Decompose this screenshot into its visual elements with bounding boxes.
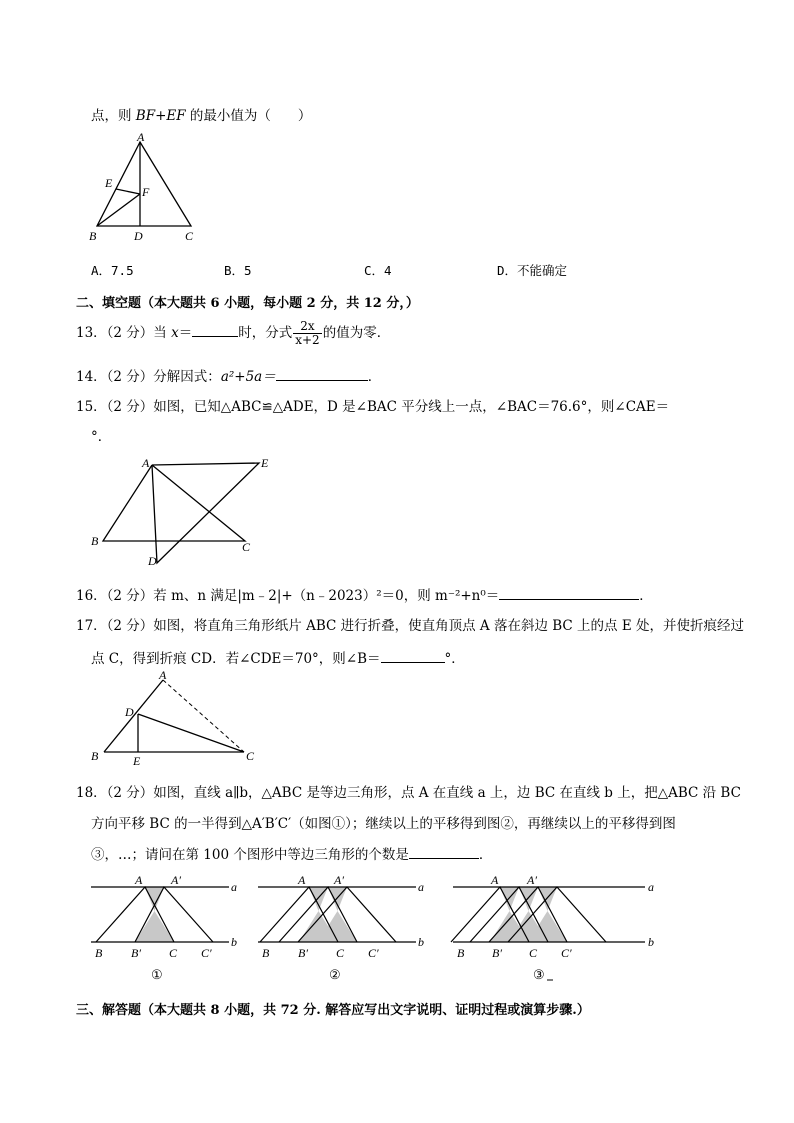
section-2-title: 二、填空题（本大题共 6 小题，每小题 2 分，共 12 分，） bbox=[76, 296, 419, 311]
q17-label-d: D bbox=[125, 705, 134, 719]
q12-option-a: A．7.5 bbox=[91, 263, 134, 278]
q15-figure bbox=[85, 455, 285, 570]
q18-figure-3 bbox=[447, 870, 667, 985]
q12-option-c: C．4 bbox=[364, 263, 392, 278]
svg-text:B′: B′ bbox=[298, 946, 308, 960]
svg-text:②: ② bbox=[329, 967, 341, 982]
q14-blank bbox=[276, 368, 368, 381]
svg-text:B: B bbox=[95, 946, 103, 960]
q12-stem: 点，则 BF+EF 的最小值为（ ） bbox=[91, 108, 312, 124]
q18-figure-2 bbox=[252, 870, 437, 985]
q15-label-d: D bbox=[148, 554, 157, 568]
svg-text:b: b bbox=[418, 935, 424, 949]
svg-text:B′: B′ bbox=[492, 946, 502, 960]
q12-option-b: B．5 bbox=[224, 263, 252, 278]
q18-line1: 18．（2 分）如图，直线 a∥b，△ABC 是等边三角形，点 A 在直线 a 上，边 BC 在直线 b 上，把△ABC 沿 BC bbox=[76, 785, 741, 801]
svg-text:A′: A′ bbox=[527, 873, 537, 887]
q17-line1: 17．（2 分）如图，将直角三角形纸片 ABC 进行折叠，使直角顶点 A 落在斜边 BC 上的点 E 处，并使折痕经过 bbox=[76, 618, 744, 634]
q12-label-a: A bbox=[137, 130, 145, 144]
svg-text:A: A bbox=[135, 873, 143, 887]
q15-line1: 15．（2 分）如图，已知△ABC≌△ADE，D 是∠BAC 平分线上一点，∠BAC＝76.6°，则∠CAE＝ bbox=[76, 399, 670, 415]
svg-text:B: B bbox=[457, 946, 465, 960]
svg-text:③: ③ bbox=[533, 967, 545, 982]
q12-label-e: E bbox=[105, 176, 113, 190]
svg-text:A′: A′ bbox=[334, 873, 344, 887]
q13: 13．（2 分）当 x＝ 时，分式 $\frac{2x}{x+2}$ 的值为零． bbox=[76, 319, 391, 347]
svg-text:C′: C′ bbox=[201, 946, 212, 960]
svg-text:①: ① bbox=[151, 967, 163, 982]
q17-label-b: B bbox=[91, 749, 99, 763]
q14: 14．（2 分）分解因式：a²+5a＝ ． bbox=[76, 369, 382, 385]
q17-label-c: C bbox=[246, 749, 255, 763]
svg-text:C′: C′ bbox=[561, 946, 572, 960]
q12-option-d: D．不能确定 bbox=[497, 263, 568, 278]
q18-line3: ③，…；请问在第 100 个图形中等边三角形的个数是 ． bbox=[91, 847, 493, 863]
q12-label-b: B bbox=[89, 229, 97, 243]
q16-blank bbox=[499, 587, 639, 600]
svg-text:C: C bbox=[529, 946, 538, 960]
q13-blank bbox=[192, 324, 238, 337]
svg-text:a: a bbox=[231, 880, 237, 894]
svg-text:b: b bbox=[648, 935, 654, 949]
q17-blank bbox=[381, 650, 445, 663]
q18-blank bbox=[409, 846, 479, 859]
svg-text:C: C bbox=[336, 946, 345, 960]
svg-text:A: A bbox=[491, 873, 499, 887]
q15-line2: °． bbox=[91, 429, 112, 445]
svg-text:B′: B′ bbox=[131, 946, 141, 960]
svg-text:b: b bbox=[231, 935, 237, 949]
q17-label-a: A bbox=[159, 668, 167, 682]
svg-text:A: A bbox=[298, 873, 306, 887]
q18-figure-1 bbox=[85, 870, 245, 985]
svg-text:a: a bbox=[418, 880, 424, 894]
svg-text:C′: C′ bbox=[368, 946, 379, 960]
q12-label-c: C bbox=[185, 229, 194, 243]
q17-label-e: E bbox=[133, 754, 141, 768]
q17-line2: 点 C，得到折痕 CD．若∠CDE＝70°，则∠B＝ °． bbox=[91, 651, 465, 667]
q12-label-d: D bbox=[134, 229, 143, 243]
q16: 16．（2 分）若 m、n 满足|m﹣2|+（n﹣2023）²＝0，则 m⁻²+n⁰＝ ． bbox=[76, 588, 653, 604]
svg-text:C: C bbox=[169, 946, 178, 960]
q15-label-b: B bbox=[91, 534, 99, 548]
q18-line2: 方向平移 BC 的一半得到△A′B′C′（如图①）；继续以上的平移得到图②，再继续以上的平移得到图 bbox=[91, 816, 676, 832]
q12-figure bbox=[85, 130, 205, 245]
q17-figure bbox=[85, 668, 265, 768]
svg-text:B: B bbox=[262, 946, 270, 960]
q13-fraction: $\frac{2x}{x+2}$ bbox=[295, 319, 320, 347]
svg-text:A′: A′ bbox=[171, 873, 181, 887]
q15-label-e: E bbox=[261, 456, 269, 470]
q12-label-f: F bbox=[142, 185, 150, 199]
svg-text:a: a bbox=[648, 880, 654, 894]
q15-label-c: C bbox=[242, 540, 251, 554]
q15-label-a: A bbox=[142, 456, 150, 470]
section-3-title: 三、解答题（本大题共 8 小题，共 72 分. 解答应写出文字说明、证明过程或演算步骤.） bbox=[76, 1003, 590, 1018]
